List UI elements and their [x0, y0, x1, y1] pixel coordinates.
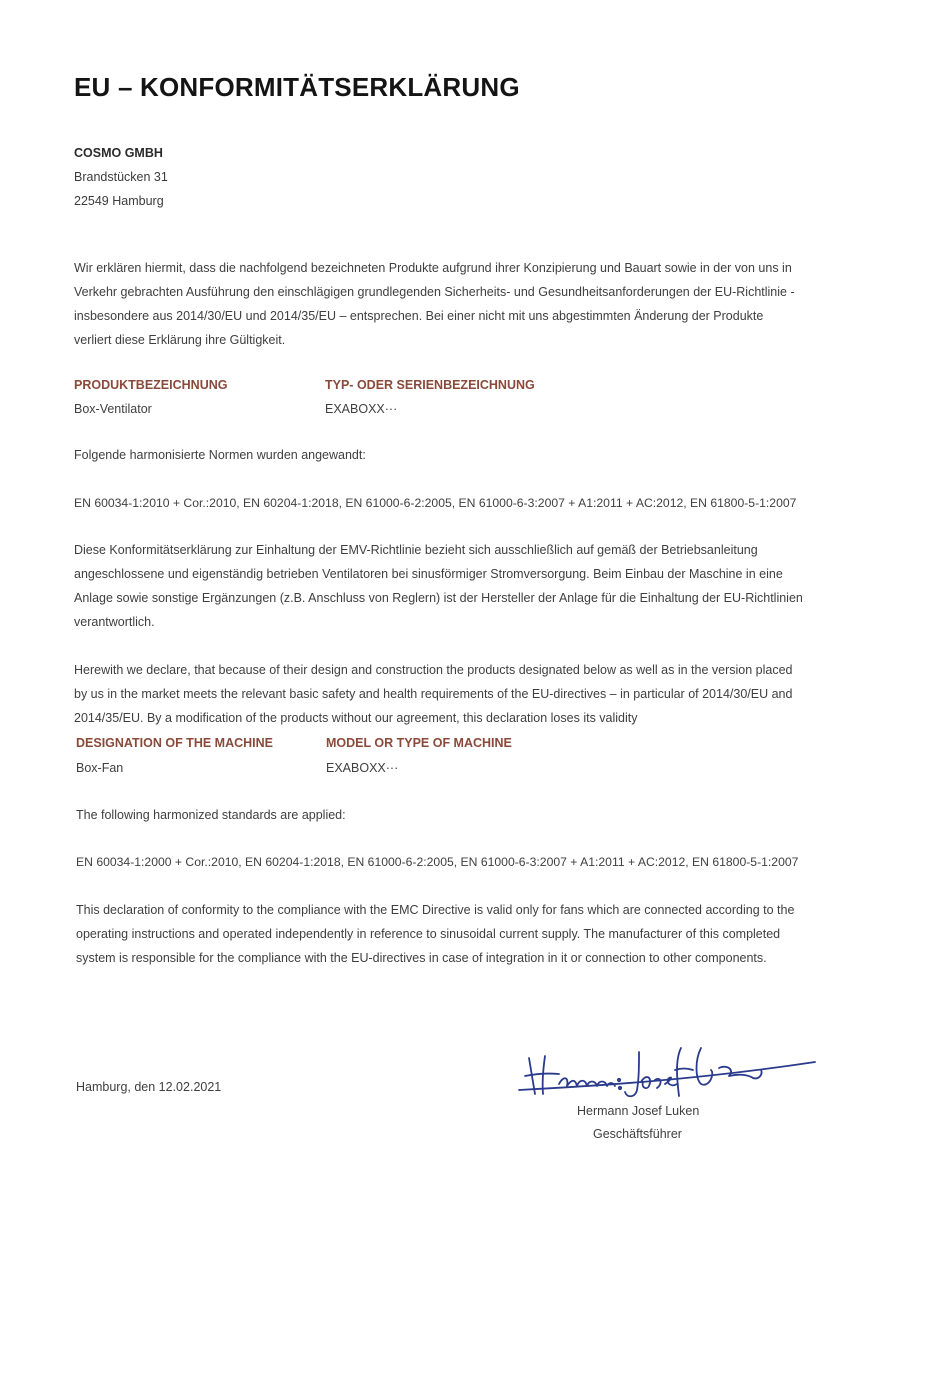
de-col2-header: TYP- ODER SERIENBEZEICHNUNG	[325, 378, 535, 392]
en-emc-line: This declaration of conformity to the compliance with the EMC Directive is valid only for fans which are connected according to the	[76, 903, 795, 917]
de-intro-line: Verkehr gebrachten Ausführung den einschlägigen grundlegenden Sicherheits- und Gesundheitsanforderungen der EU-Richtlinie -	[74, 285, 795, 299]
de-emc-line: verantwortlich.	[74, 615, 155, 629]
en-intro-line: 2014/35/EU. By a modification of the products without our agreement, this declaration loses its validity	[74, 711, 638, 725]
de-intro-line: verliert diese Erklärung ihre Gültigkeit.	[74, 333, 286, 347]
signature-block	[515, 1040, 825, 1150]
en-norms-intro: The following harmonized standards are applied:	[76, 808, 346, 822]
de-emc-line: Anlage sowie sonstige Ergänzungen (z.B. Anschluss von Reglern) ist der Hersteller der Anlage für die Einhaltung der EU-Richtlinien	[74, 591, 803, 605]
en-product-type: EXABOXX···	[326, 761, 399, 775]
en-intro-line: by us in the market meets the relevant basic safety and health requirements of the EU-directives – in particular of 2014/30/EU and	[74, 687, 793, 701]
de-emc-line: Diese Konformitätserklärung zur Einhaltung der EMV-Richtlinie bezieht sich ausschließlich auf gemäß der Betriebsanleitung	[74, 543, 758, 557]
en-col1-header: DESIGNATION OF THE MACHINE	[76, 736, 273, 750]
en-emc-line: operating instructions and operated independently in reference to sinusoidal current supply. The manufacturer of this completed	[76, 927, 781, 941]
signatory-role: Geschäftsführer	[593, 1127, 682, 1141]
en-emc-line: system is responsible for the compliance with the EU-directives in case of integration in it or connection to other components.	[76, 951, 767, 965]
company-city: 22549 Hamburg	[74, 194, 164, 208]
page-title: EU – KONFORMITÄTSERKLÄRUNG	[74, 72, 520, 102]
company-address	[74, 141, 168, 213]
company-street: Brandstücken 31	[74, 170, 168, 184]
de-product-name: Box-Ventilator	[74, 402, 152, 416]
de-emc-line: angeschlossene und eigenständig betrieben Ventilatoren bei sinusförmiger Stromversorgung. Beim Einbau der Maschine in eine	[74, 567, 783, 581]
en-intro-line: Herewith we declare, that because of their design and construction the products designated below as well as in the version placed	[74, 663, 793, 677]
place-date: Hamburg, den 12.02.2021	[76, 1080, 222, 1094]
en-col2-header: MODEL OR TYPE OF MACHINE	[326, 736, 512, 750]
de-product-type: EXABOXX···	[325, 402, 398, 416]
en-norms-list: EN 60034-1:2000 + Cor.:2010, EN 60204-1:2018, EN 61000-6-2:2005, EN 61000-6-3:2007 + A1:2011 + AC:2012, EN 61800-5-1:2007	[76, 855, 799, 869]
de-norms-list: EN 60034-1:2010 + Cor.:2010, EN 60204-1:2018, EN 61000-6-2:2005, EN 61000-6-3:2007 + A1:2011 + AC:2012, EN 61800-5-1:2007	[74, 496, 797, 510]
signatory-name: Hermann Josef Luken	[577, 1104, 700, 1118]
de-col1-header: PRODUKTBEZEICHNUNG	[74, 378, 228, 392]
de-intro-line: Wir erklären hiermit, dass die nachfolgend bezeichneten Produkte aufgrund ihrer Konzipierung und Bauart sowie in der von uns in	[74, 261, 792, 275]
en-product-name: Box-Fan	[76, 761, 124, 775]
de-intro-line: insbesondere aus 2014/30/EU und 2014/35/EU – entsprechen. Bei einer nicht mit uns abgestimmten Änderung der Produkte	[74, 309, 764, 323]
company-name: COSMO GMBH	[74, 146, 163, 160]
de-norms-intro: Folgende harmonisierte Normen wurden angewandt:	[74, 448, 366, 462]
